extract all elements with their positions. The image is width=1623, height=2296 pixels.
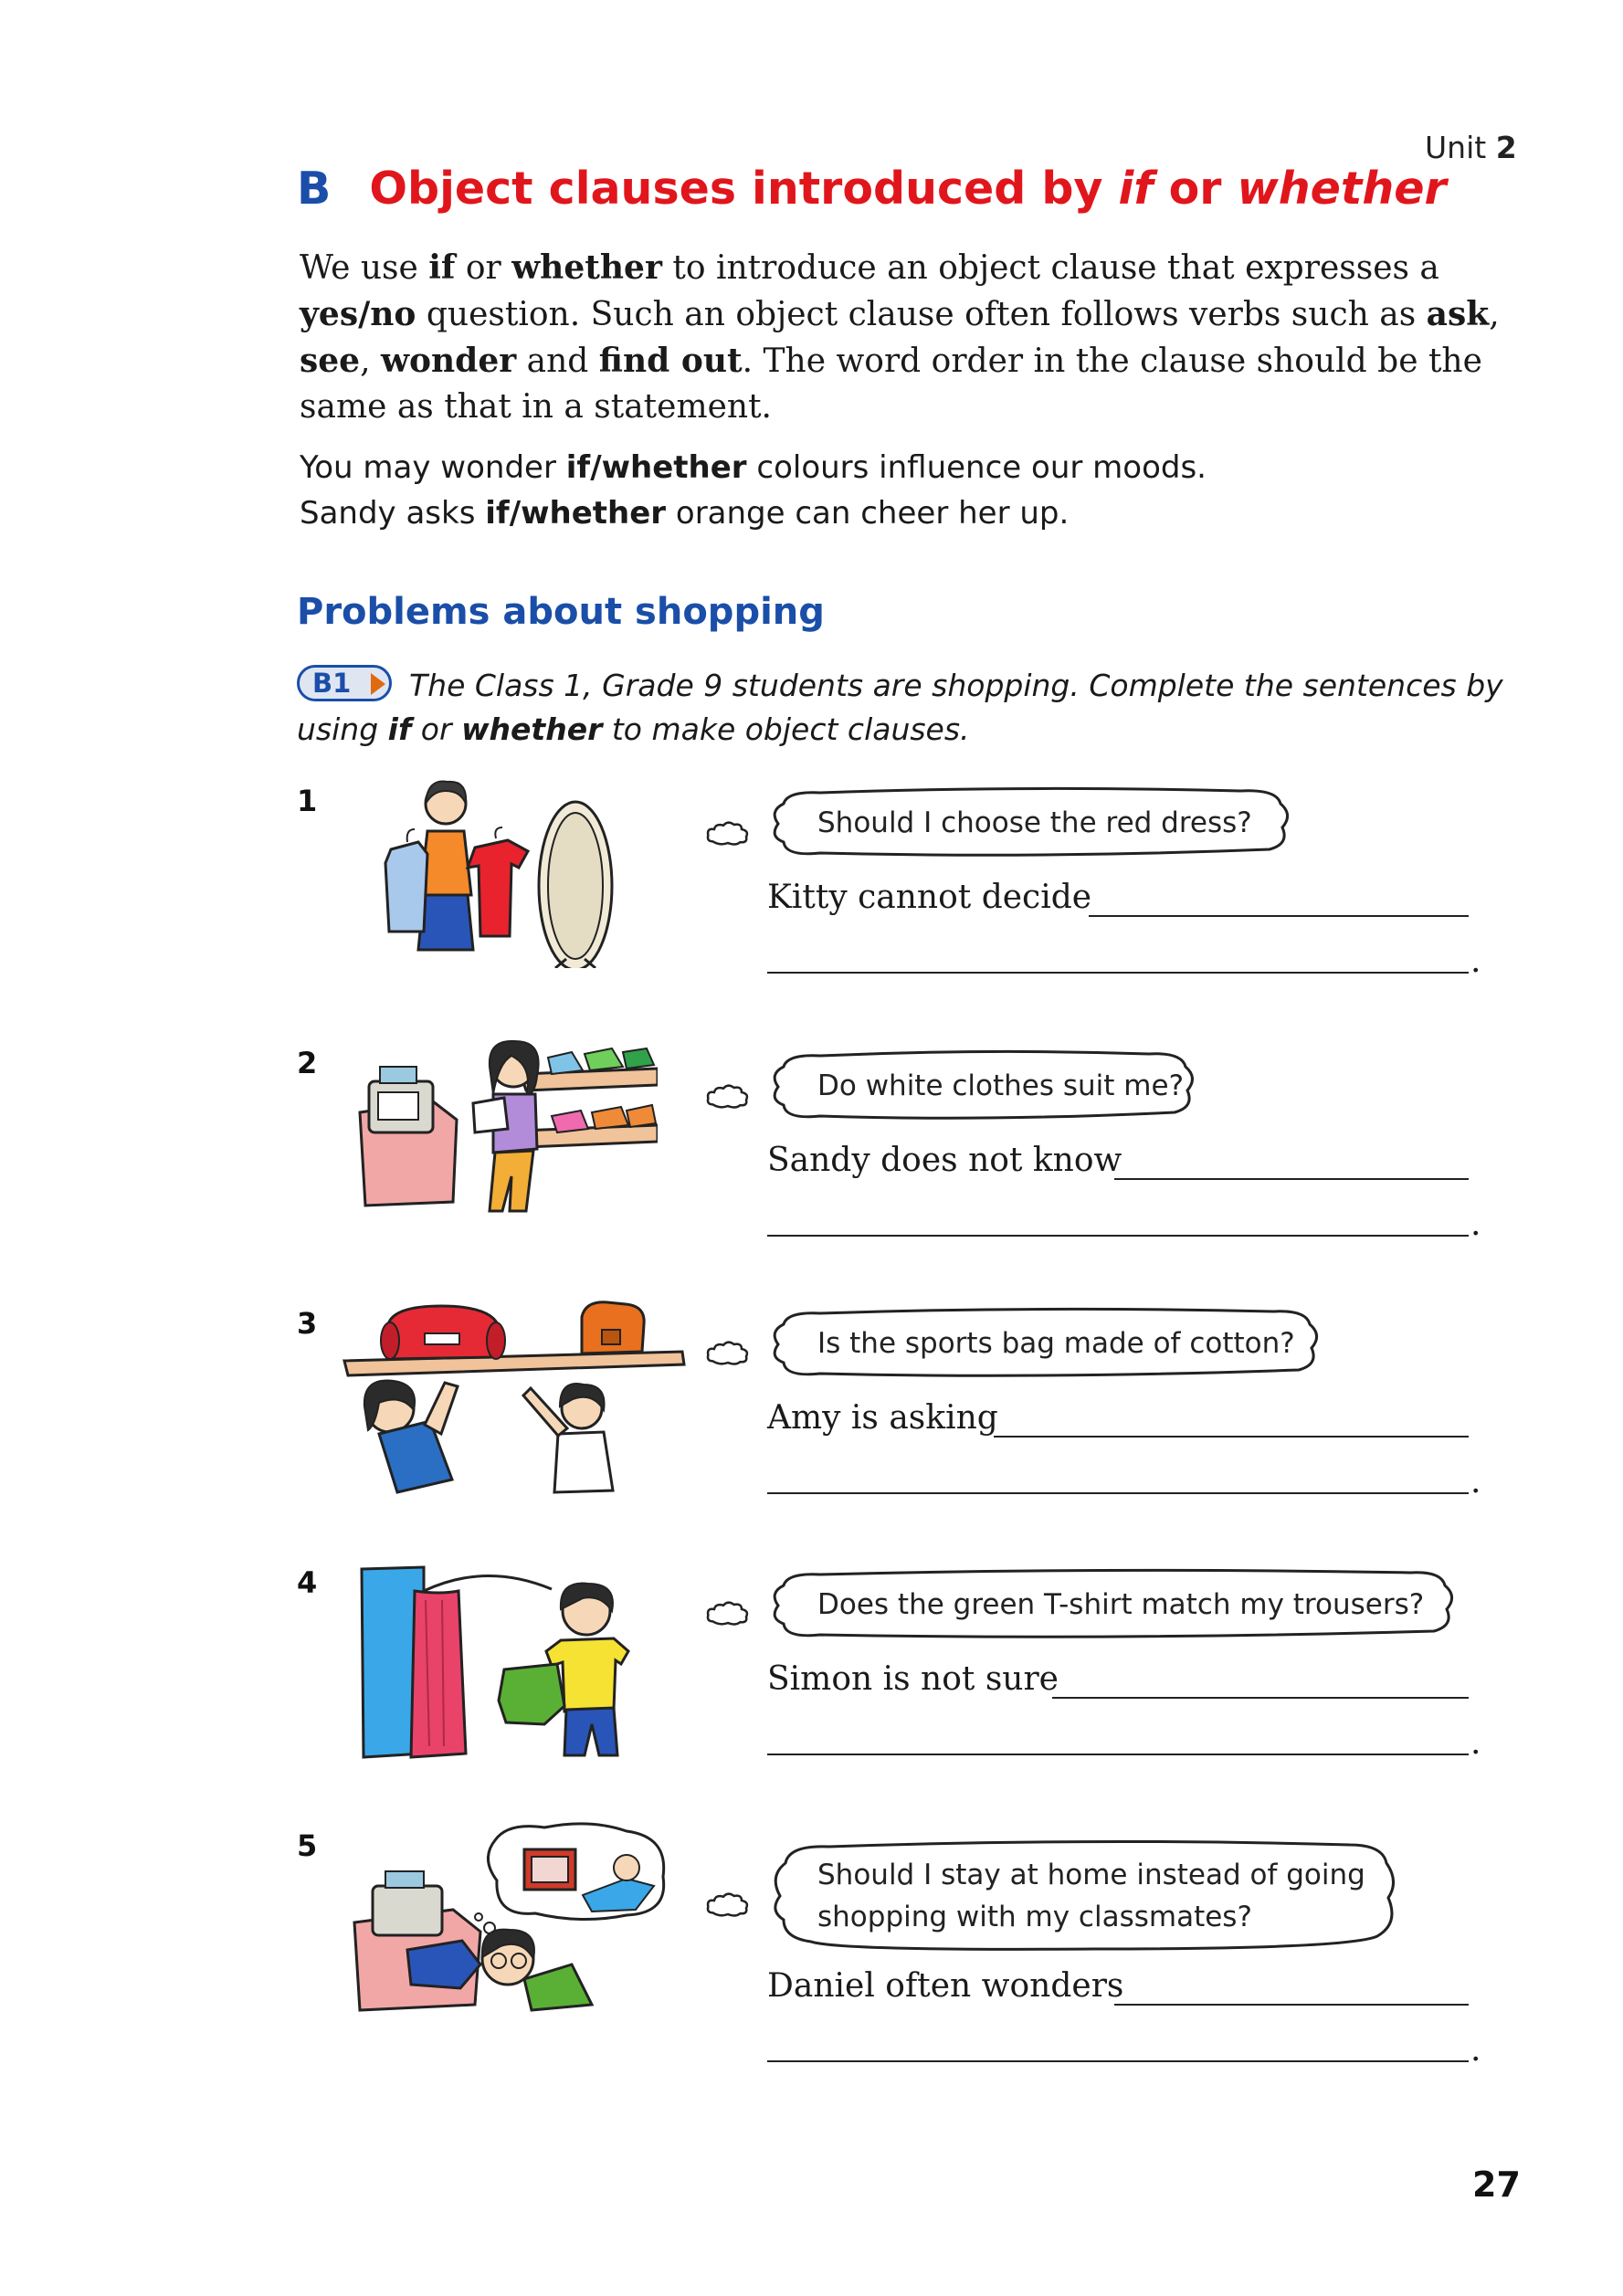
thought-text: Should I choose the red dress? [817, 806, 1252, 839]
period: . [1470, 1724, 1481, 1762]
question-number: 1 [297, 784, 318, 818]
example-sentences [300, 445, 1207, 536]
unit-number: 2 [1495, 130, 1517, 165]
thought-cloud-icon [705, 1340, 751, 1367]
exercise-subheading: Problems about shopping [297, 591, 825, 633]
period: . [1470, 1463, 1481, 1501]
thought-text: Do white clothes suit me? [817, 1069, 1185, 1102]
period: . [1470, 943, 1481, 980]
period: . [1470, 2031, 1481, 2069]
thought-text-line-1: Should I stay at home instead of going [817, 1859, 1365, 1891]
thought-cloud-icon [705, 1083, 751, 1111]
answer-line[interactable] [767, 2060, 1469, 2062]
answer-line[interactable] [1089, 915, 1469, 917]
play-arrow-icon [371, 673, 385, 695]
answer-line[interactable] [994, 1436, 1469, 1438]
unit-label: Unit 2 [1425, 130, 1517, 165]
sentence-stem: Amy is asking [767, 1399, 998, 1437]
daniel-dreaming-illustration [353, 1822, 674, 2014]
section-title: B Object clauses introduced by if or whether [297, 163, 1447, 215]
question-number: 3 [297, 1306, 318, 1341]
example-2: Sandy asks if/whether orange can cheer her up. [300, 495, 1070, 532]
answer-line[interactable] [1114, 2004, 1469, 2006]
sentence-stem: Kitty cannot decide [767, 879, 1092, 916]
thought-text: Is the sports bag made of cotton? [817, 1327, 1295, 1360]
thought-cloud-icon [705, 1600, 751, 1627]
simon-fitting-room-illustration [358, 1564, 648, 1763]
thought-cloud-icon [705, 1891, 751, 1919]
answer-line[interactable] [767, 972, 1469, 974]
thought-cloud-icon [705, 820, 751, 848]
period: . [1470, 1206, 1481, 1243]
intro-paragraph: We use if or whether to introduce an object clause that expresses a yes/no question. Such an object clause often follows verbs such as ask, see, wonder and find out. The word order in the clause should be the same as that in a statement. [300, 248, 1500, 426]
question-number: 4 [297, 1565, 318, 1600]
kitty-dress-illustration [373, 776, 639, 968]
section-letter: B [297, 163, 332, 215]
question-number: 2 [297, 1046, 318, 1080]
answer-line[interactable] [767, 1235, 1469, 1237]
thought-text-line-2: shopping with my classmates? [817, 1901, 1252, 1933]
exercise-badge: B1 [297, 665, 392, 701]
exercise-instructions: The Class 1, Grade 9 students are shopping. Complete the sentences by using if or whether to make object clauses. [297, 668, 1503, 747]
sentence-stem: Sandy does not know [767, 1142, 1122, 1179]
sentence-stem: Simon is not sure [767, 1660, 1059, 1698]
thought-text: Does the green T-shirt match my trousers? [817, 1588, 1425, 1621]
answer-line[interactable] [767, 1754, 1469, 1755]
page-number: 27 [1472, 2164, 1521, 2205]
sentence-stem: Daniel often wonders [767, 1967, 1124, 2005]
sandy-shop-illustration [356, 1039, 658, 1213]
question-number: 5 [297, 1828, 318, 1863]
answer-line[interactable] [767, 1492, 1469, 1494]
example-1: You may wonder if/whether colours influence our moods. [300, 449, 1207, 486]
answer-line[interactable] [1052, 1697, 1469, 1699]
answer-line[interactable] [1114, 1178, 1469, 1180]
amy-bag-illustration [343, 1297, 690, 1500]
